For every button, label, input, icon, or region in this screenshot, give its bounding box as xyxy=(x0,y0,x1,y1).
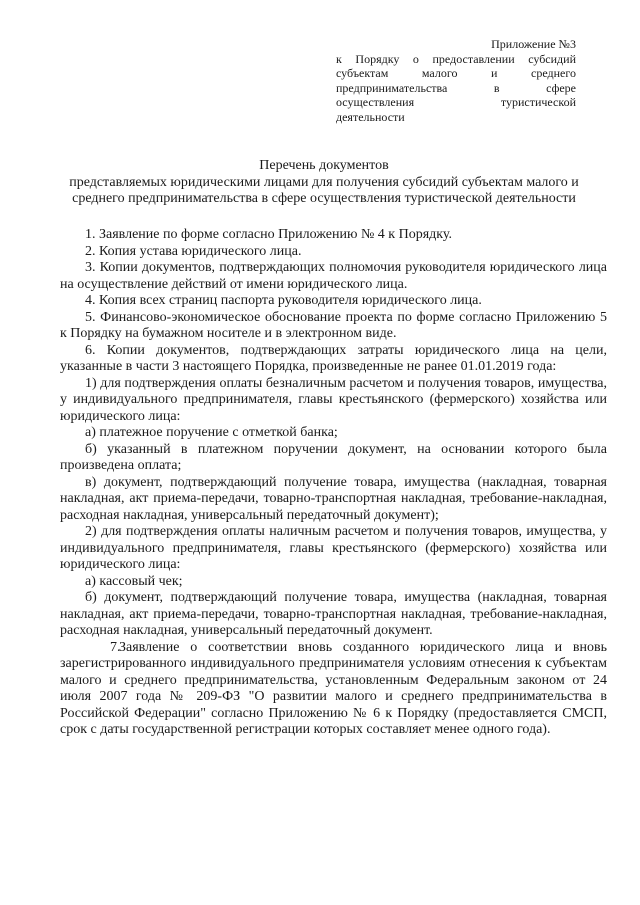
title-line-2: представляемых юридическими лицами для получения субсидий субъектам малого и среднего предпринимательства в сфере осуществления туристической деятельности xyxy=(69,174,579,206)
list-item: 6. Копии документов, подтверждающих затраты юридического лица на цели, указанные в части 3 настоящего Порядка, произведенные не ранее 01.01.2019 года: xyxy=(60,342,607,374)
list-item: 4. Копия всех страниц паспорта руководителя юридического лица. xyxy=(85,293,482,308)
appendix-line: субъектам малого и среднего xyxy=(336,66,576,81)
list-item: 5. Финансово-экономическое обоснование проекта по форме согласно Приложению 5 к Порядку на бумажном носителе и в электронном виде. xyxy=(60,309,607,341)
item-7-text: Заявление о соответствии вновь созданного юридического лица и вновь зарегистрированного индивидуального предпринимателя условиям отнесения к субъектам малого и среднего предпринимательства, установленным Федеральным законом от 24 июля 2007 года № 209-ФЗ "О развитии малого и среднего предпринимательства в Российской Федерации" согласно Приложению № 6 к Порядку (предоставляется СМСП, срок с даты государственной регистрации которых составляет менее одного года). xyxy=(60,639,607,737)
appendix-line: предпринимательства в сфере xyxy=(336,80,576,95)
appendix-number: Приложение №3 xyxy=(491,37,576,51)
appendix-line: к Порядку о предоставлении субсидий xyxy=(336,51,576,66)
title-line-1: Перечень документов xyxy=(259,158,389,173)
list-item: 1. Заявление по форме согласно Приложению № 4 к Порядку. xyxy=(85,227,452,242)
list-item: в) документ, подтверждающий получение товара, имущества (накладная, товарная накладная, акт приема-передачи, товарно-транспортная накладная, требование-накладная, расходная накладная, универсальный передаточный документ); xyxy=(60,474,607,523)
appendix-line: осуществления туристической xyxy=(336,95,576,110)
item-7-number: 7. xyxy=(110,639,121,655)
list-item: 3. Копии документов, подтверждающих полномочия руководителя юридического лица на осуществление действий от имени юридического лица. xyxy=(60,260,607,292)
document-body xyxy=(60,227,607,739)
list-item: 1) для подтверждения оплаты безналичным расчетом и получения товаров, имущества, у индивидуального предпринимателя, главы крестьянского (фермерского) хозяйства или юридического лица: xyxy=(60,375,607,424)
list-item: 2) для подтверждения оплаты наличным расчетом и получения товаров, имущества, у индивидуального предпринимателя, главы крестьянского (фермерского) хозяйства или юридического лица: xyxy=(60,524,607,572)
list-item: а) платежное поручение с отметкой банка; xyxy=(85,425,338,440)
document-title xyxy=(50,158,598,208)
list-item: б) документ, подтверждающий получение товара, имущества (накладная, товарная накладная, акт приема-передачи, товарно-транспортная накладная, требование-накладная, расходная накладная, универсальный передаточный документ. xyxy=(60,590,607,638)
list-item-7 xyxy=(60,640,607,739)
list-item: 2. Копия устава юридического лица. xyxy=(85,243,302,259)
list-item: а) кассовый чек; xyxy=(85,573,183,589)
appendix-line: деятельности xyxy=(336,109,405,124)
appendix-header xyxy=(336,37,576,125)
list-item: б) указанный в платежном поручении документ, на основании которого была произведена оплата; xyxy=(60,441,607,473)
